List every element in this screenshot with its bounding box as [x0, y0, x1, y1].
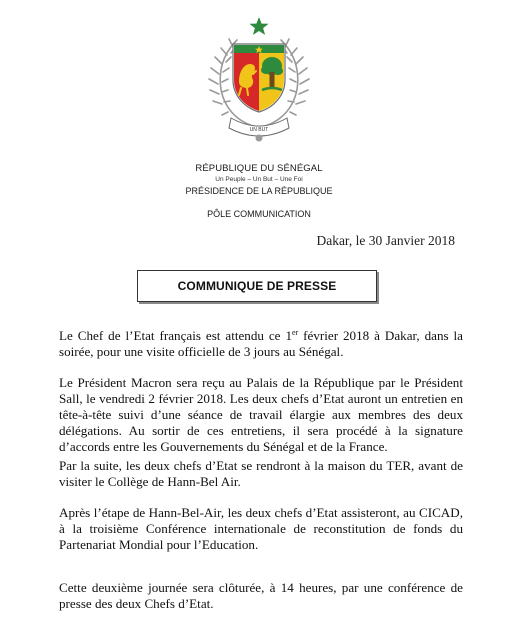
ribbon-motto: [229, 118, 289, 136]
paragraph-5: Cette deuxième journée sera clôturée, à 14 heures, par une conférence de presse des deux Chefs d’Etat.: [59, 580, 463, 611]
paragraph-2: Le Président Macron sera reçu au Palais de la République par le Président Sall, le vendredi 2 février 2018. Les deux chefs d’Etat auront un entretien en tête-à-tête suivi d’une séance de travail élargie aux membres des deux délégations. Au sortir de ces entretiens, il sera procédé à la signature d’accords entre les Gouvernements du Sénégal et de la France.: [59, 375, 463, 454]
paragraph-1: [59, 328, 463, 360]
paragraph-4: Après l’étape de Hann-Bel-Air, les deux chefs d’Etat assisteront, au CICAD, à la troisième Conférence internationale de reconstitution de fonds du Partenariat Mondial pour l’Education.: [59, 505, 463, 552]
republic-name: RÉPUBLIQUE DU SÉNÉGAL: [195, 163, 323, 174]
document-title-box: [137, 270, 377, 302]
paragraph-1-end: février 2018 à Dakar, dans la soirée, pour une visite officielle de 3 jours au Sénégal.: [59, 328, 463, 359]
medal-icon: [256, 135, 263, 142]
pole-communication-line: PÔLE COMMUNICATION: [207, 209, 311, 219]
shield-icon: [233, 44, 285, 112]
ribbon-text: UN BUT: [249, 127, 269, 133]
ordinal-superscript: er: [292, 328, 299, 337]
presidency-line: PRÉSIDENCE DE LA RÉPUBLIQUE: [185, 186, 333, 196]
paragraph-1-start: Le Chef de l’Etat français est attendu ce 1: [59, 328, 292, 343]
paragraph-3: Par la suite, les deux chefs d’Etat se rendront à la maison du TER, avant de visiter le Collège de Hann-Bel Air.: [59, 458, 463, 489]
national-motto: Un Peuple – Un But – Une Foi: [215, 176, 303, 183]
document-title: COMMUNIQUE DE PRESSE: [177, 279, 337, 293]
senegal-coat-of-arms-icon: [203, 14, 315, 144]
date-line: Dakar, le 30 Janvier 2018: [316, 233, 455, 248]
green-star-icon: [249, 17, 268, 35]
